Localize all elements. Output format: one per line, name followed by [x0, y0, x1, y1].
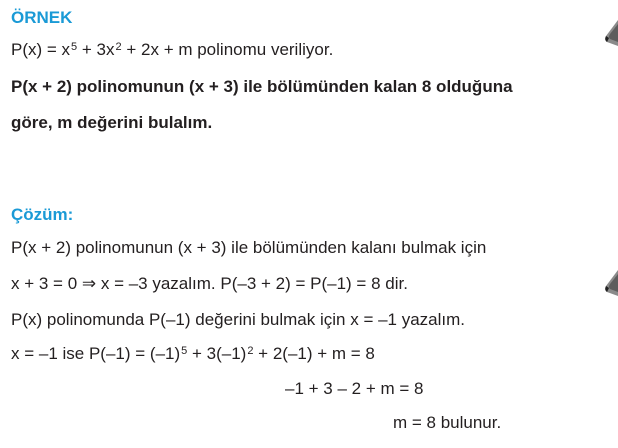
solution-exponent-5: 5 — [181, 345, 188, 357]
solution-exponent-2: 2 — [247, 345, 254, 357]
question-line-2: göre, m değerini bulalım. — [11, 113, 213, 132]
example-heading: ÖRNEK — [11, 8, 73, 27]
given-lhs: P(x) = x — [11, 40, 71, 59]
given-exponent-2: 2 — [115, 41, 122, 53]
solution-heading: Çözüm: — [11, 205, 74, 224]
given-polynomial — [11, 40, 333, 60]
pencil-tip-icon — [604, 270, 618, 296]
given-exponent-5: 5 — [71, 41, 78, 53]
solution-line-1: P(x + 2) polinomunun (x + 3) ile bölümünden kalanı bulmak için — [11, 238, 487, 257]
solution-line-3: P(x) polinomunda P(–1) değerini bulmak için x = –1 yazalım. — [11, 310, 466, 329]
solution-line-2: x + 3 = 0 ⇒ x = –3 yazalım. P(–3 + 2) = P(–1) = 8 dir. — [11, 274, 408, 293]
solution-line-5: –1 + 3 – 2 + m = 8 — [285, 379, 424, 398]
given-mid: + 3x — [77, 40, 115, 59]
solution-line-4-rest: + 2(–1) + m = 8 — [253, 344, 375, 363]
solution-line-4-mid: + 3(–1) — [187, 344, 247, 363]
given-rest: + 2x + m polinomu veriliyor. — [121, 40, 334, 59]
pencil-tip-icon — [604, 20, 618, 46]
solution-line-4-prefix: x = –1 ise P(–1) = (–1) — [11, 344, 181, 363]
solution-line-4 — [11, 344, 375, 364]
solution-line-6: m = 8 bulunur. — [393, 413, 502, 432]
question-line-1: P(x + 2) polinomunun (x + 3) ile bölümünden kalan 8 olduğuna — [11, 77, 513, 96]
